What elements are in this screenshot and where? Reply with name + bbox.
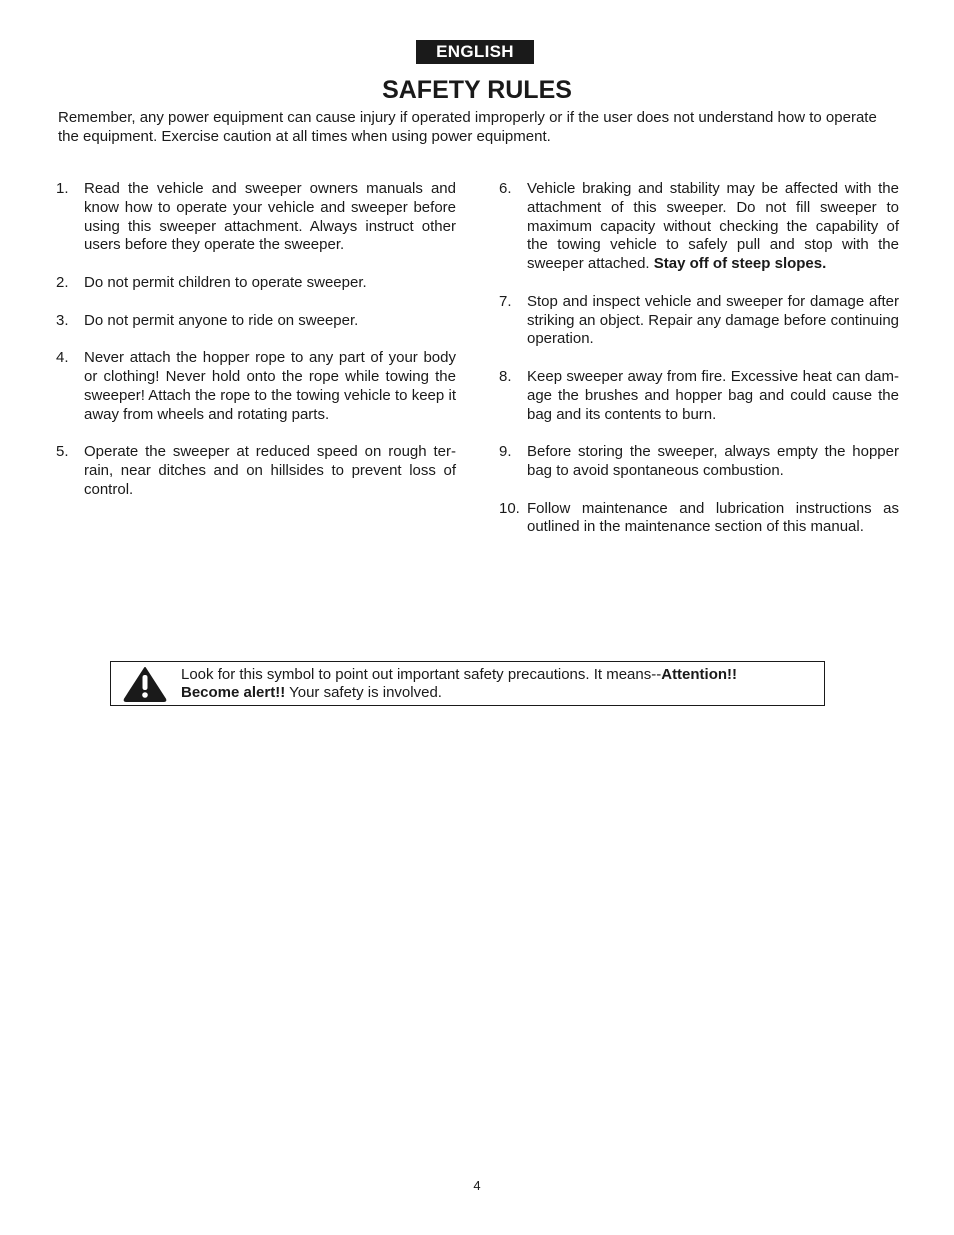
rule-text: Never attach the hopper rope to any part of your body or clothing! Never hold onto the rope while towing the sweeper! Attach the rope to the towing vehicle to keep it away from wheels and rotating parts. [84,349,456,423]
page-number: 4 [473,1178,481,1193]
rule-text: Operate the sweeper at reduced speed on rough ter-rain, near ditches and on hillsides to prevent loss of control. [84,443,456,498]
safety-notice-box [110,661,825,706]
notice-attention: Attention!! [661,665,738,683]
rule-text: Before storing the sweeper, always empty the hopper bag to avoid spontaneous combustion. [527,443,899,479]
rule-number: 7. [499,292,512,310]
rule-text: Do not permit children to operate sweeper. [84,273,367,291]
rule-number: 6. [499,180,512,197]
rule-item [56,443,456,499]
rule-item [56,312,456,331]
rule-item [56,349,456,424]
rule-item [499,180,899,274]
rule-item [499,293,899,349]
warning-triangle-icon [123,666,167,702]
notice-text-part: Look for this symbol to point out important safety precautions. It means-- [181,665,662,683]
rule-number: 1. [56,180,69,197]
safety-notice-text [181,666,737,702]
rule-item [56,180,456,255]
rule-number: 9. [499,443,512,461]
rule-text-body: Vehicle braking and stability may be affected with the attachment of this sweeper. Do not fill sweeper to maximum capacity without checking the capability of the towing vehicle to safely pull and stop with the sweeper attached. [527,180,899,273]
rule-item [56,274,456,293]
rule-text: Read the vehicle and sweeper owners manuals and know how to operate your vehicle and sweeper before using this sweeper attachment. Always instruct other users before they operate the sweeper. [84,180,456,254]
notice-become-alert: Become alert!! [181,683,286,701]
rule-number: 5. [56,443,69,461]
language-badge: ENGLISH [416,40,534,64]
notice-text-part: Your safety is involved. [285,683,442,701]
page-title: SAFETY RULES [382,76,572,104]
rule-number: 10. [499,499,520,517]
rules-column-right [499,180,899,556]
rule-number: 8. [499,367,512,385]
rule-text-emphasis: Stay off of steep slopes. [653,255,827,273]
rule-number: 3. [56,311,69,329]
rule-item [499,443,899,481]
rule-text [527,180,899,274]
rules-column-left [56,180,456,518]
rule-item [499,368,899,424]
rule-number: 4. [56,349,69,367]
intro-paragraph: Remember, any power equipment can cause injury if operated improperly or if the user does not understand how to operate the equipment. Exercise caution at all times when using power equipment. [58,109,877,145]
rule-text: Keep sweeper away from fire. Excessive heat can dam-age the brushes and hopper bag and could cause the bag and its contents to burn. [527,367,899,423]
rule-number: 2. [56,273,69,291]
rule-text: Stop and inspect vehicle and sweeper for damage after striking an object. Repair any damage before continuing operation. [527,292,899,348]
rule-item [499,500,899,538]
rule-text: Follow maintenance and lubrication instructions as outlined in the maintenance section of this manual. [527,499,899,536]
rule-text: Do not permit anyone to ride on sweeper. [84,311,359,329]
